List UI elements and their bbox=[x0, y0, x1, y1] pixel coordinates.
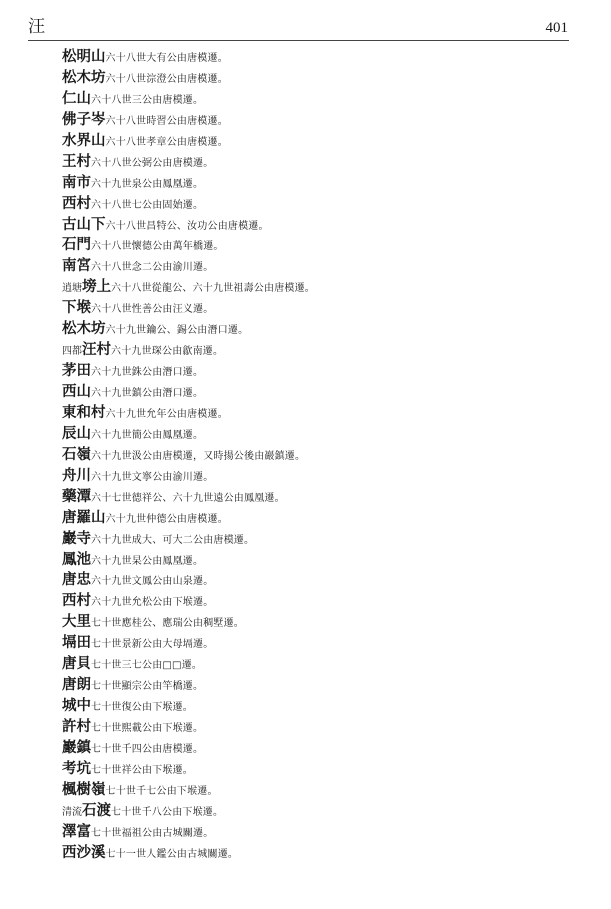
list-item bbox=[62, 214, 562, 235]
entry-place-name: 大里 bbox=[62, 613, 91, 631]
entry-note: 六十八世從龍公、六十九世祖壽公由唐模遷。 bbox=[111, 283, 315, 295]
entry-place-name: 唐朗 bbox=[62, 676, 91, 694]
list-item bbox=[62, 674, 562, 695]
entry-note: 七十世千七公由下堠遷。 bbox=[105, 785, 218, 797]
entry-place-name: 鳳池 bbox=[62, 550, 91, 568]
list-item bbox=[62, 611, 562, 632]
entry-place-name: 西村 bbox=[62, 592, 91, 610]
entry-region-prefix: 清流 bbox=[62, 806, 82, 818]
list-item bbox=[62, 276, 562, 297]
list-item bbox=[62, 339, 562, 360]
entry-note: 六十九世文鳳公由山泉遷。 bbox=[91, 576, 214, 588]
list-item bbox=[62, 821, 562, 842]
entry-place-name: 石渡 bbox=[82, 801, 111, 819]
entry-note: 七十世熙載公由下堠遷。 bbox=[91, 723, 204, 734]
entry-note: 六十九世允年公由唐模遷。 bbox=[105, 408, 228, 420]
entry-place-name: 石門 bbox=[62, 236, 91, 254]
entry-place-name: 松明山 bbox=[62, 48, 106, 65]
entry-note: 七十世景新公由大母塥遷。 bbox=[91, 639, 214, 651]
entry-region-prefix: 逍塘 bbox=[62, 283, 82, 295]
list-item bbox=[62, 297, 562, 318]
entry-place-name: 澤富 bbox=[62, 822, 91, 840]
entry-region-prefix: 四都 bbox=[62, 346, 82, 358]
list-item bbox=[62, 172, 562, 193]
entry-note: 六十八世三公由唐模遷。 bbox=[91, 94, 204, 106]
list-item bbox=[62, 842, 562, 863]
list-item bbox=[62, 234, 562, 255]
entry-note: 六十九世簡公由鳳凰遷。 bbox=[91, 429, 204, 441]
entry-place-name: 城中 bbox=[62, 697, 91, 715]
entry-note: 六十九世仲德公由唐模遷。 bbox=[105, 513, 228, 525]
list-item bbox=[62, 46, 562, 67]
entry-note: 六十七世德祥公、六十九世遠公由鳳凰遷。 bbox=[91, 492, 285, 504]
entry-place-name: 許村 bbox=[62, 718, 91, 735]
entry-place-name: 茅田 bbox=[62, 362, 91, 380]
entry-place-name: 水界山 bbox=[62, 131, 106, 149]
list-item bbox=[62, 151, 562, 172]
list-item bbox=[62, 528, 562, 549]
entry-note: 六十八世念二公由渝川遷。 bbox=[91, 262, 214, 274]
entry-note: 六十九世鑰公、錫公由潛口遷。 bbox=[105, 325, 249, 337]
header-rule bbox=[28, 40, 569, 41]
entry-place-name: 巖寺 bbox=[62, 529, 91, 547]
list-item bbox=[62, 381, 562, 402]
entry-place-name: 西村 bbox=[62, 194, 91, 212]
entry-place-name: 唐忠 bbox=[62, 571, 91, 589]
list-item bbox=[62, 130, 562, 151]
list-item bbox=[62, 444, 562, 465]
entry-note: 七十世千四公由唐模遷。 bbox=[91, 743, 204, 755]
list-item bbox=[62, 653, 562, 674]
entry-place-name: 巖鎮 bbox=[62, 738, 91, 756]
entry-note: 七十世福祖公由古城關遷。 bbox=[91, 827, 214, 839]
entry-place-name: 汪村 bbox=[82, 341, 111, 359]
list-item bbox=[62, 569, 562, 590]
entry-note: 六十八世懷德公由萬年橋遷。 bbox=[91, 241, 224, 253]
entry-note: 六十九世泉公由鳳凰遷。 bbox=[91, 178, 204, 190]
entry-note: 六十八世孝章公由唐模遷。 bbox=[105, 136, 228, 148]
entry-note: 七十一世人鑑公由古城關遷。 bbox=[105, 848, 239, 860]
entry-place-name: 唐貝 bbox=[62, 655, 91, 673]
list-item bbox=[62, 109, 562, 130]
entry-place-name: 楓樹嶺 bbox=[62, 780, 106, 798]
entry-place-name: 西山 bbox=[62, 383, 91, 400]
entry-place-name: 辰山 bbox=[62, 424, 91, 442]
surname-title: 汪 bbox=[28, 17, 45, 37]
entry-place-name: 石嶺 bbox=[62, 445, 91, 463]
list-item bbox=[62, 632, 562, 653]
list-item bbox=[62, 758, 562, 779]
entry-place-name: 松木坊 bbox=[62, 68, 106, 86]
entry-place-name: 考坑 bbox=[62, 759, 91, 777]
entry-note: 六十八世淙澄公由唐模遷。 bbox=[105, 73, 228, 85]
entry-place-name: 佛子岑 bbox=[62, 110, 106, 128]
entry-place-name: 王村 bbox=[62, 152, 91, 170]
entry-place-name: 古山下 bbox=[62, 215, 106, 233]
list-item bbox=[62, 465, 562, 486]
list-item bbox=[62, 255, 562, 276]
list-item bbox=[62, 423, 562, 444]
entry-place-name: 東和村 bbox=[62, 403, 106, 421]
entry-note: 七十世應桂公、應瑞公由稠墅遷。 bbox=[91, 618, 244, 630]
entry-note: 六十八世性善公由汪义遷。 bbox=[91, 304, 214, 316]
entry-note: 七十世三七公由□□遷。 bbox=[91, 660, 203, 672]
entry-note: 六十九世成大、可大二公由唐模遷。 bbox=[91, 534, 255, 546]
list-item bbox=[62, 590, 562, 611]
entry-note: 六十九世文寧公由渝川遷。 bbox=[91, 471, 214, 483]
list-item bbox=[62, 402, 562, 423]
entry-place-name: 舟川 bbox=[62, 466, 91, 484]
entry-note: 六十九世允松公由下堠遷。 bbox=[91, 597, 214, 609]
list-item bbox=[62, 88, 562, 109]
list-item bbox=[62, 737, 562, 758]
entry-place-name: 唐羅山 bbox=[62, 508, 106, 526]
entry-place-name: 松木坊 bbox=[62, 320, 106, 338]
list-item bbox=[62, 507, 562, 528]
list-item bbox=[62, 695, 562, 716]
entry-note: 六十九世鎮公由潛口遷。 bbox=[91, 388, 204, 399]
page-number: 401 bbox=[545, 20, 568, 36]
list-item bbox=[62, 800, 562, 821]
entry-place-name: 塥田 bbox=[62, 634, 91, 652]
entry-place-name: 下堠 bbox=[62, 299, 91, 317]
list-item bbox=[62, 486, 562, 507]
migration-entry-list bbox=[62, 46, 562, 863]
entry-note: 六十八世大有公由唐模遷。 bbox=[105, 53, 228, 64]
entry-note: 六十八世七公由固始遷。 bbox=[91, 199, 204, 211]
entry-note: 六十八世時習公由唐模遷。 bbox=[105, 115, 228, 127]
entry-note: 七十世祥公由下堠遷。 bbox=[91, 764, 193, 776]
entry-note: 六十九世銖公由潛口遷。 bbox=[91, 367, 204, 379]
entry-note: 六十九世汲公由唐模遷，又時揚公後由巖鎮遷。 bbox=[91, 450, 306, 462]
entry-note: 六十八世昌特公、汝功公由唐模遷。 bbox=[105, 220, 269, 232]
entry-place-name: 南宮 bbox=[62, 257, 91, 275]
entry-note: 七十世千八公由下堠遷。 bbox=[111, 806, 224, 818]
entry-place-name: 南市 bbox=[62, 173, 91, 191]
list-item bbox=[62, 193, 562, 214]
entry-place-name: 仁山 bbox=[62, 89, 91, 107]
entry-note: 六十九世杲公由鳳凰遷。 bbox=[91, 555, 204, 567]
entry-note: 六十九世琛公由歙南遷。 bbox=[111, 346, 224, 358]
entry-place-name: 西沙溪 bbox=[62, 843, 106, 861]
list-item bbox=[62, 779, 562, 800]
entry-note: 六十八世公弼公由唐模遷。 bbox=[91, 157, 214, 169]
list-item bbox=[62, 360, 562, 381]
list-item bbox=[62, 549, 562, 570]
list-item bbox=[62, 67, 562, 88]
entry-place-name: 塝上 bbox=[82, 278, 111, 296]
page-header bbox=[28, 16, 568, 40]
entry-note: 七十世復公由下堠遷。 bbox=[91, 702, 193, 714]
list-item bbox=[62, 716, 562, 737]
entry-place-name: 藥潭 bbox=[62, 487, 91, 505]
list-item bbox=[62, 318, 562, 339]
entry-note: 七十世顯宗公由竿橋遷。 bbox=[91, 681, 204, 693]
